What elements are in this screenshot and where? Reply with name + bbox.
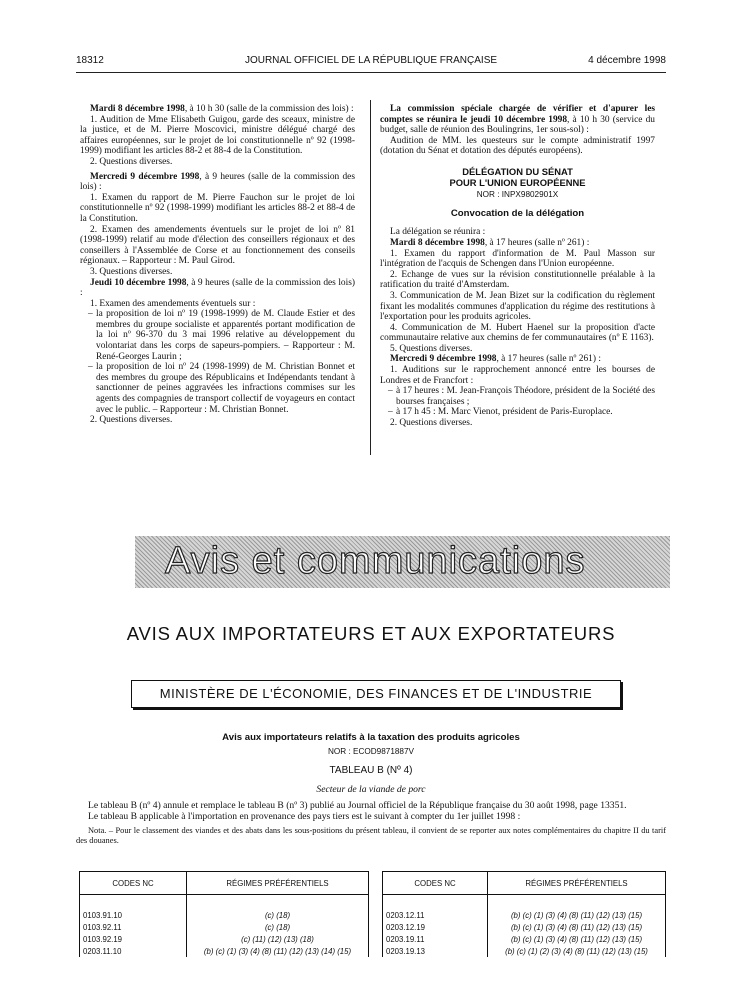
- column-header: RÉGIMES PRÉFÉRENTIELS: [187, 872, 369, 895]
- list-item: – à 17 h 45 : M. Marc Vienot, président de Paris-Europlace.: [380, 407, 655, 418]
- nc-code-cell: 0103.92.19: [80, 933, 187, 945]
- list-item: – à 17 heures : M. Jean-François Théodore, président de la Société des bourses françaises ;: [380, 386, 655, 407]
- regime-cell: (c) (18): [187, 895, 369, 922]
- paragraph: 2. Questions diverses.: [90, 156, 173, 167]
- delegation-title: POUR L'UNION EUROPÉENNE: [449, 176, 586, 188]
- session-heading: Mercredi 9 décembre 1998, à 17 heures (salle nº 261) :: [390, 354, 601, 365]
- tariff-table-right: [382, 871, 666, 957]
- paragraph: 3. Communication de M. Jean Bizet sur la codification du règlement fixant les modalités communes d'application du régime des restitutions à l'exportation pour les produits agricoles.: [380, 290, 655, 323]
- paragraph: 4. Communication de M. Hubert Haenel sur la proposition d'acte communautaire relative aux chemins de fer communautaires (nº E 1163).: [380, 322, 655, 344]
- section-banner: [135, 536, 670, 588]
- right-column: [380, 104, 655, 429]
- tariff-table-left: [79, 871, 369, 957]
- regime-cell: (b) (c) (1) (2) (3) (4) (8) (11) (12) (13) (15): [488, 945, 666, 957]
- regime-cell: (b) (c) (1) (3) (4) (8) (11) (12) (13) (15): [488, 933, 666, 945]
- table-row: [80, 945, 369, 957]
- list-item: – la proposition de loi nº 24 (1998-1999) de M. Christian Bonnet et des membres du groupe des Républicains et Indépendants tendant à sanctionner de peines aggravées les infractions commises sur les agents des compagnies de transport collectif de voyageurs en contact avec le public. – Rapporteur : M. Christian Bonnet.: [80, 362, 355, 415]
- regime-cell: (b) (c) (1) (3) (4) (8) (11) (12) (13) (14) (15): [187, 945, 369, 957]
- table-row: [383, 933, 666, 945]
- sector-subtitle: Secteur de la viande de porc: [316, 784, 426, 795]
- table-row: [80, 933, 369, 945]
- table-row: [80, 895, 369, 922]
- paragraph: 2. Questions diverses.: [390, 418, 473, 429]
- table-row: [383, 895, 666, 922]
- paragraph: Le tableau B (nº 4) annule et remplace le tableau B (nº 3) publié au Journal officiel de la République française du 30 août 1998, page 13351.: [88, 800, 627, 811]
- ministry-box: [131, 680, 621, 708]
- convocation-heading: Convocation de la délégation: [450, 207, 585, 219]
- list-item: – la proposition de loi nº 19 (1998-1999) de M. Claude Estier et des membres du groupe socialiste et apparentés portant modification de la loi nº 96-370 du 3 mai 1996 relative au développement du volontariat dans les corps de sapeurs-pompiers. – Rapporteur : M. René-Georges Laurin ;: [80, 309, 355, 362]
- banner-title: Avis et communications: [165, 540, 586, 582]
- table-title: TABLEAU B (Nº 4): [329, 765, 413, 776]
- paragraph: Le tableau B applicable à l'importation en provenance des pays tiers est le suivant à compter du 1er juillet 1998 :: [88, 811, 521, 822]
- paragraph: 2. Questions diverses.: [90, 415, 173, 426]
- note: Nota. – Pour le classement des viandes et des abats dans les sous-positions du présent tableau, il convient de se reporter aux notes complémentaires du chapitre II du tarif des douanes.: [76, 826, 666, 845]
- header-rule: [76, 72, 666, 73]
- paragraph: La délégation se réunira :: [390, 227, 486, 238]
- page-header: [76, 55, 666, 71]
- session-heading: Jeudi 10 décembre 1998, à 9 heures (salle de la commission des lois) :: [80, 277, 355, 299]
- table-row: [383, 945, 666, 957]
- session-heading: Mardi 8 décembre 1998, à 10 h 30 (salle de la commission des lois) :: [90, 104, 354, 114]
- nc-code-cell: 0203.11.10: [80, 945, 187, 957]
- regime-cell: (b) (c) (1) (3) (4) (8) (11) (12) (13) (15): [488, 921, 666, 933]
- paragraph: Audition de MM. les questeurs sur le compte administratif 1997 (dotation du Sénat et dotation des députés européens).: [380, 135, 655, 157]
- page-number: 18312: [76, 55, 104, 66]
- column-divider: [370, 100, 371, 455]
- delegation-title: DÉLÉGATION DU SÉNAT: [462, 165, 573, 177]
- notice-nor: NOR : ECOD9871887V: [327, 747, 414, 756]
- paragraph: 2. Examen des amendements éventuels sur le projet de loi nº 81 (1998-1999) relatif au mode d'élection des conseillers régionaux et des conseillers à l'Assemblée de Corse et au fonctionnement des conseils régionaux. – Rapporteur : M. Paul Girod.: [80, 224, 355, 267]
- paragraph: 1. Examen du rapport d'information de M. Paul Masson sur l'intégration de l'acquis de Schengen dans l'Union européenne.: [380, 248, 655, 270]
- commission-heading: La commission spéciale chargée de vérifier et d'apurer les comptes se réunira le jeudi 10 décembre 1998, à 10 h 30 (service du budget, salle de réunion des Boulingrins, 1er sous-sol) :: [380, 104, 655, 136]
- nc-code-cell: 0203.19.11: [383, 933, 488, 945]
- ministry-name: MINISTÈRE DE L'ÉCONOMIE, DES FINANCES ET DE L'INDUSTRIE: [159, 686, 593, 701]
- session-heading: Mercredi 9 décembre 1998, à 9 heures (salle de la commission des lois) :: [80, 171, 355, 193]
- table-row: [383, 921, 666, 933]
- nc-code-cell: 0203.12.11: [383, 895, 488, 922]
- table-row: [80, 921, 369, 933]
- nc-code-cell: 0203.19.13: [383, 945, 488, 957]
- column-header: CODES NC: [383, 872, 488, 895]
- column-header: CODES NC: [80, 872, 187, 895]
- paragraph: 3. Questions diverses.: [90, 266, 173, 277]
- session-heading: Mardi 8 décembre 1998, à 17 heures (salle nº 261) :: [390, 237, 590, 248]
- section-title: AVIS AUX IMPORTATEURS ET AUX EXPORTATEURS: [126, 623, 616, 644]
- notice-title: Avis aux importateurs relatifs à la taxation des produits agricoles: [222, 732, 520, 743]
- left-column: [80, 104, 355, 426]
- issue-date: 4 décembre 1998: [588, 55, 666, 66]
- regime-cell: (b) (c) (1) (3) (4) (8) (11) (12) (13) (15): [488, 895, 666, 922]
- paragraph: 1. Auditions sur le rapprochement annoncé entre les bourses de Londres et de Francfort :: [380, 365, 655, 386]
- paragraph: 1. Examen des amendements éventuels sur :: [90, 298, 256, 309]
- regime-cell: (c) (11) (12) (13) (18): [187, 933, 369, 945]
- nor-reference: NOR : INPX9802901X: [476, 190, 559, 200]
- nc-code-cell: 0103.92.11: [80, 921, 187, 933]
- notice-body: [76, 800, 666, 845]
- paragraph: 1. Examen du rapport de M. Pierre Fauchon sur le projet de loi constitutionnelle nº 92 (1998-1999) modifiant les articles 88-2 et 88-4 de la Constitution.: [80, 192, 355, 224]
- paragraph: 5. Questions diverses.: [390, 343, 473, 354]
- paragraph: 1. Audition de Mme Elisabeth Guigou, garde des sceaux, ministre de la justice, et de M. Pierre Moscovici, ministre délégué chargé des affaires européennes, sur le projet de loi constitutionnelle nº 92 (1998-1999) modifiant les articles 88-2 et 88-4 de la Constitution.: [80, 114, 355, 157]
- regime-cell: (c) (18): [187, 921, 369, 933]
- journal-title: JOURNAL OFFICIEL DE LA RÉPUBLIQUE FRANÇAISE: [244, 55, 498, 66]
- nc-code-cell: 0203.12.19: [383, 921, 488, 933]
- paragraph: 2. Echange de vues sur la révision constitutionnelle préalable à la ratification du traité d'Amsterdam.: [380, 269, 655, 291]
- nc-code-cell: 0103.91.10: [80, 895, 187, 922]
- column-header: RÉGIMES PRÉFÉRENTIELS: [488, 872, 666, 895]
